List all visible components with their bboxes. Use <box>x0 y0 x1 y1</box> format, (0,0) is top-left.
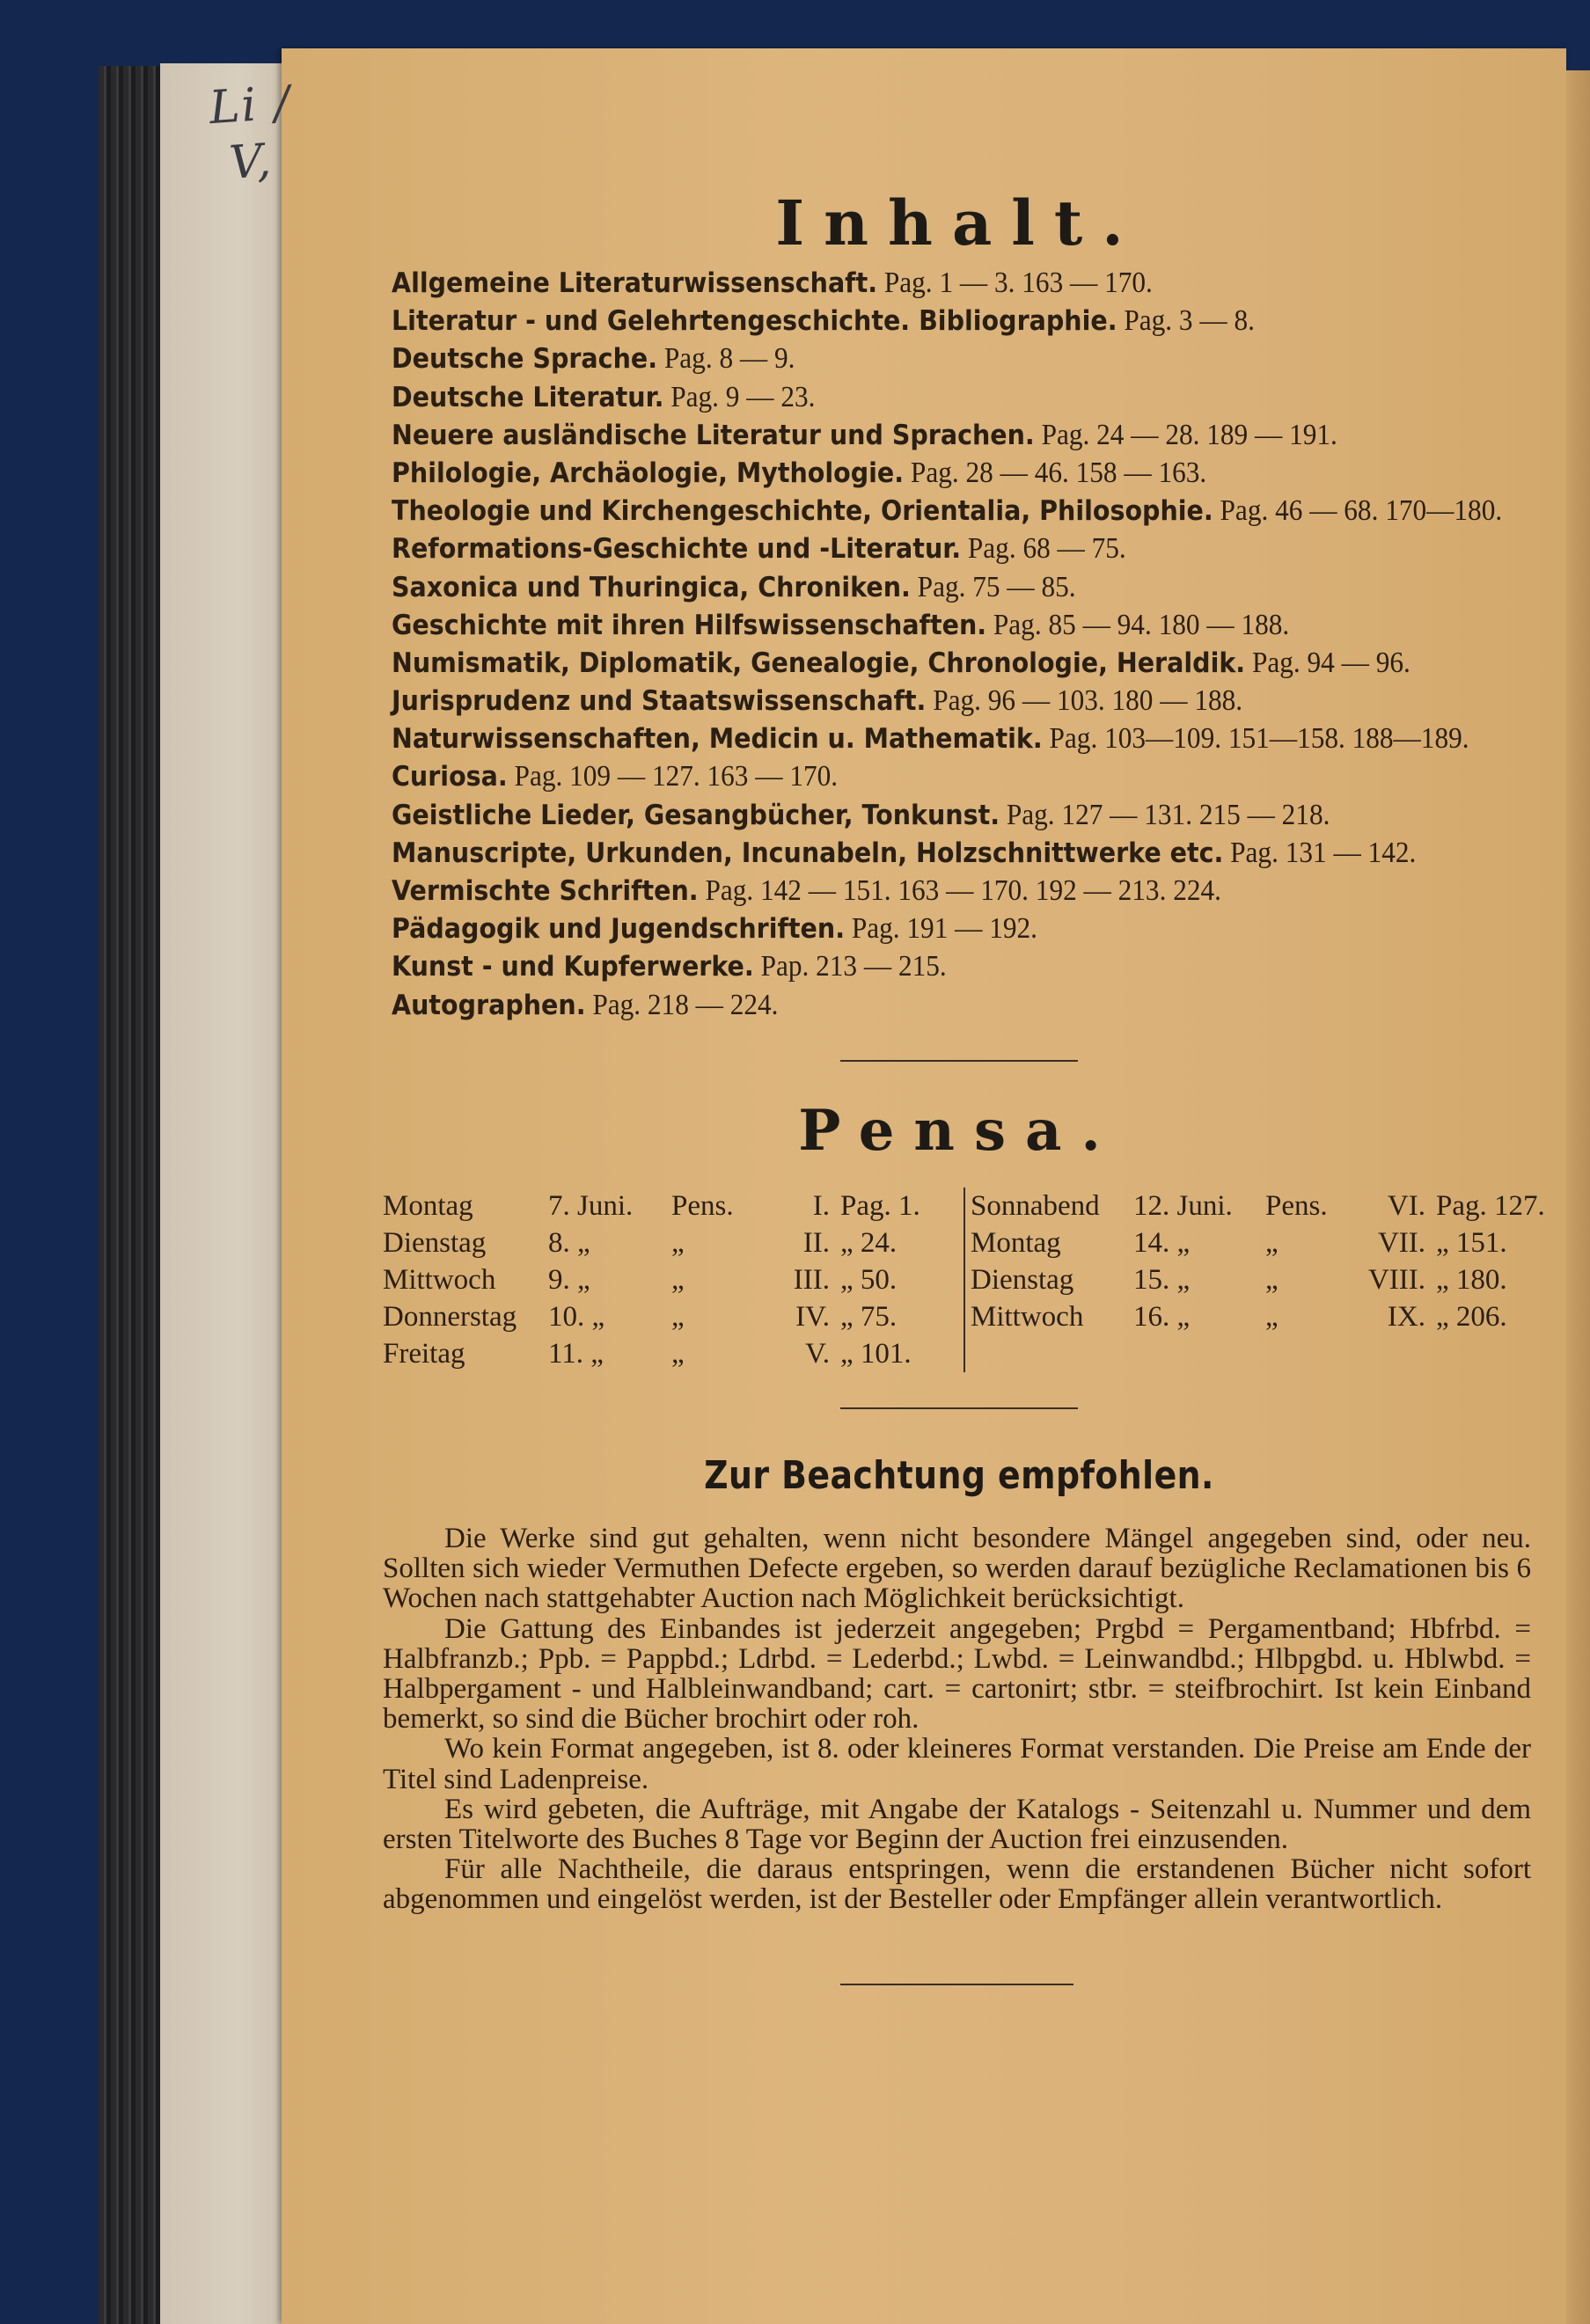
toc-pages: Pag. 28 — 46. 158 — 163. <box>910 456 1207 489</box>
toc-topic: Saxonica und Thuringica, Chroniken. <box>392 571 911 603</box>
toc-entry <box>392 606 1469 644</box>
toc-heading: Inhalt. <box>775 186 1143 259</box>
toc-topic: Neuere ausländische Literatur und Sprachen. <box>392 419 1035 451</box>
pensa-schedule-right <box>971 1188 1577 1335</box>
pensa-pens: Pens. <box>1265 1190 1328 1222</box>
toc-pages: Pag. 96 — 103. 180 — 188. <box>933 684 1243 718</box>
toc-pages: Pap. 213 — 215. <box>760 950 947 983</box>
toc-topic: Deutsche Literatur. <box>392 381 664 413</box>
toc-entry <box>392 720 1469 757</box>
table-of-contents <box>392 264 1562 1024</box>
toc-entry <box>392 947 1469 985</box>
pensa-date: 12. Juni. <box>1133 1190 1233 1222</box>
toc-entry <box>392 492 1503 530</box>
pensa-date: 8. „ <box>548 1227 590 1259</box>
toc-topic: Geistliche Lieder, Gesangbücher, Tonkunst. <box>392 799 1000 831</box>
pensa-pag: Pag. 1. <box>840 1190 920 1222</box>
pensa-date: 16. „ <box>1133 1301 1191 1333</box>
divider-rule <box>840 1407 1078 1409</box>
pensa-day: Montag <box>383 1190 473 1222</box>
pensa-date: 11. „ <box>548 1338 604 1370</box>
toc-entry <box>392 264 1469 302</box>
pensa-day: Donnerstag <box>383 1301 517 1333</box>
pensa-pag: „ 50. <box>840 1264 898 1296</box>
pensa-day: Mittwoch <box>383 1264 496 1296</box>
toc-pages: Pag. 218 — 224. <box>592 988 779 1021</box>
toc-pages: Pag. 8 — 9. <box>663 342 795 376</box>
notes-paragraph: Die Werke sind gut gehalten, wenn nicht besondere Mängel angegeben sind, oder neu. Sollten sich wieder Vermuthen Defecte ergeben, so werden darauf bezügliche Reclamationen bis 6 Wochen nach stattgehabter Auction nach Möglichkeit berücksichtigt. <box>383 1523 1531 1615</box>
pensa-date: 7. Juni. <box>548 1190 634 1222</box>
pensa-pag: Pag. 127. <box>1436 1190 1545 1222</box>
handwritten-shelfmark: Li / V, <box>207 76 293 192</box>
pensa-pag: „ 101. <box>840 1338 912 1370</box>
pensa-date: 14. „ <box>1133 1227 1191 1259</box>
pensa-day: Dienstag <box>383 1227 487 1259</box>
pensa-pag: „ 75. <box>840 1301 898 1333</box>
toc-topic: Autographen. <box>392 989 586 1021</box>
toc-entry <box>392 757 1469 795</box>
pensa-day: Dienstag <box>971 1264 1074 1296</box>
toc-pages: Pag. 46 — 68. 170—180. <box>1220 494 1503 528</box>
pensa-schedule-left <box>383 1188 946 1372</box>
toc-pages: Pag. 68 — 75. <box>967 532 1126 566</box>
toc-pages: Pag. 3 — 8. <box>1124 304 1255 338</box>
toc-entry <box>392 910 1469 947</box>
toc-topic: Theologie und Kirchengeschichte, Orientalia, Philosophie. <box>392 495 1213 528</box>
notes-paragraph: Die Gattung des Einbandes ist jederzeit angegeben; Prgbd = Pergamentband; Hbfrbd. = Halbfranzb.; Ppb. = Pappbd.; Ldrbd. = Lederbd.; Lwbd. = Leinwandbd.; Hlbpgbd. u. Hblwbd. = Halbpergament - und Halbleinwandband; cart. = cartonirt; stbr. = steifbrochirt. Ist kein Einband bemerkt, so sind die Bücher brochirt oder roh. <box>383 1612 1531 1736</box>
toc-entry <box>392 378 1469 416</box>
notes-paragraph: Für alle Nachtheile, die daraus entspringen, wenn die erstandenen Bücher nicht sofort abgenommen und eingelöst werden, ist der Besteller oder Empfänger allein verantwortlich. <box>383 1853 1531 1916</box>
pensa-column-divider <box>964 1188 965 1372</box>
toc-pages: Pag. 191 — 192. <box>851 912 1038 946</box>
pensa-num: IV. <box>795 1301 830 1333</box>
toc-pages: Pag. 75 — 85. <box>917 570 1076 603</box>
toc-entry <box>392 416 1469 454</box>
pensa-pag: „ 24. <box>840 1227 898 1259</box>
toc-pages: Pag. 142 — 151. 163 — 170. 192 — 213. 224. <box>705 874 1221 907</box>
pensa-row <box>383 1298 946 1335</box>
toc-topic: Literatur - und Gelehrtengeschichte. Bibliographie. <box>392 305 1117 338</box>
pensa-num: II. <box>802 1227 830 1259</box>
pensa-row <box>383 1224 946 1261</box>
pensa-day: Sonnabend <box>971 1190 1100 1222</box>
pensa-pens: „ <box>671 1338 685 1370</box>
pensa-pag: „ 180. <box>1436 1264 1507 1296</box>
toc-pages: Pag. 9 — 23. <box>670 380 816 413</box>
toc-pages: Pag. 94 — 96. <box>1251 646 1410 679</box>
pensa-pens: „ <box>671 1301 685 1333</box>
pensa-num: VII. <box>1377 1227 1425 1259</box>
pensa-day: Montag <box>971 1227 1061 1259</box>
pensa-date: 9. „ <box>548 1264 590 1296</box>
toc-entry <box>392 986 1469 1024</box>
pensa-pens: „ <box>671 1264 685 1296</box>
pensa-row <box>383 1188 946 1224</box>
toc-topic: Allgemeine Literaturwissenschaft. <box>392 267 878 299</box>
toc-entry <box>392 302 1469 340</box>
toc-topic: Geschichte mit ihren Hilfswissenschaften. <box>392 609 987 641</box>
pensa-num: IX. <box>1387 1301 1425 1333</box>
pensa-pens: „ <box>1265 1301 1279 1333</box>
toc-entry <box>392 796 1469 834</box>
notes-paragraph: Wo kein Format angegeben, ist 8. oder kleineres Format verstanden. Die Preise am Ende der Titel sind Ladenpreise. <box>383 1733 1531 1795</box>
toc-entry <box>392 340 1469 377</box>
book-binding-spine <box>99 66 160 2324</box>
pensa-num: III. <box>793 1264 830 1296</box>
toc-pages: Pag. 131 — 142. <box>1230 836 1417 869</box>
toc-topic: Vermischte Schriften. <box>392 875 699 907</box>
pensa-row <box>971 1224 1577 1261</box>
pensa-day: Mittwoch <box>971 1301 1084 1333</box>
pensa-pens: „ <box>1265 1227 1279 1259</box>
toc-pages: Pag. 24 — 28. 189 — 191. <box>1041 418 1337 451</box>
pensa-heading: Pensa. <box>798 1098 1120 1164</box>
toc-pages: Pag. 103—109. 151—158. 188—189. <box>1049 722 1469 756</box>
divider-rule <box>840 1060 1078 1062</box>
book-binding-board <box>160 63 292 2324</box>
pensa-row <box>383 1261 946 1298</box>
toc-topic: Curiosa. <box>392 761 508 793</box>
toc-entry <box>392 872 1469 910</box>
toc-topic: Manuscripte, Urkunden, Incunabeln, Holzschnittwerke etc. <box>392 837 1224 869</box>
notes-heading: Zur Beachtung empfohlen. <box>704 1453 1214 1498</box>
pensa-num: VI. <box>1387 1190 1425 1222</box>
toc-topic: Deutsche Sprache. <box>392 343 658 376</box>
pensa-num: I. <box>812 1190 830 1222</box>
toc-topic: Kunst - und Kupferwerke. <box>392 951 754 983</box>
pensa-row <box>971 1261 1577 1298</box>
toc-entry <box>392 568 1469 606</box>
divider-rule <box>840 1984 1073 1985</box>
pensa-pens: „ <box>1265 1264 1279 1296</box>
toc-pages: Pag. 127 — 131. 215 — 218. <box>1006 798 1330 831</box>
toc-pages: Pag. 1 — 3. 163 — 170. <box>883 267 1153 299</box>
pensa-row <box>971 1188 1577 1224</box>
auction-notes <box>383 1524 1531 1915</box>
toc-pages: Pag. 109 — 127. 163 — 170. <box>514 760 839 793</box>
pensa-pens: „ <box>671 1227 685 1259</box>
pensa-pag: „ 151. <box>1436 1227 1507 1259</box>
notes-paragraph: Es wird gebeten, die Aufträge, mit Angabe der Katalogs - Seitenzahl u. Nummer und dem ersten Titelworte des Buches 8 Tage vor Beginn der Auction frei einzusenden. <box>383 1793 1531 1856</box>
toc-entry <box>392 644 1469 682</box>
pensa-row <box>383 1335 946 1372</box>
toc-entry <box>392 682 1469 720</box>
toc-topic: Naturwissenschaften, Medicin u. Mathematik. <box>392 723 1043 756</box>
pensa-date: 10. „ <box>548 1301 605 1333</box>
pensa-date: 15. „ <box>1133 1264 1191 1296</box>
pensa-pag: „ 206. <box>1436 1301 1507 1333</box>
toc-topic: Numismatik, Diplomatik, Genealogie, Chronologie, Heraldik. <box>392 647 1246 679</box>
toc-topic: Jurisprudenz und Staatswissenschaft. <box>392 685 927 718</box>
toc-entry <box>392 454 1469 492</box>
pensa-day: Freitag <box>383 1338 465 1370</box>
pensa-num: V. <box>805 1338 830 1370</box>
toc-topic: Philologie, Archäologie, Mythologie. <box>392 457 905 489</box>
pensa-num: VIII. <box>1367 1264 1425 1296</box>
toc-pages: Pag. 85 — 94. 180 — 188. <box>993 608 1290 641</box>
pensa-pens: Pens. <box>671 1190 734 1222</box>
pensa-row <box>971 1298 1577 1335</box>
toc-topic: Pädagogik und Jugendschriften. <box>392 913 846 946</box>
toc-entry <box>392 834 1469 872</box>
toc-entry <box>392 530 1469 567</box>
toc-topic: Reformations-Geschichte und -Literatur. <box>392 533 962 566</box>
